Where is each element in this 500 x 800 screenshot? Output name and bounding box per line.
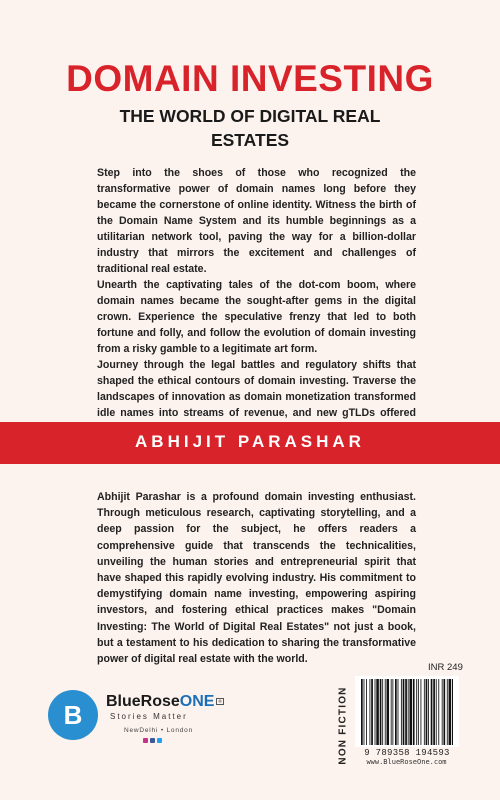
genre-text: NON FICTION (338, 685, 350, 765)
barcode-bar (371, 679, 373, 745)
twitter-icon (157, 738, 162, 743)
isbn-digits: 9 789358 194593 (364, 748, 450, 758)
publisher-brand (106, 693, 224, 711)
barcode-bar (387, 679, 390, 745)
barcode-bar (426, 679, 428, 745)
trademark-mark: ® (218, 699, 222, 705)
publisher-logo-block (48, 690, 288, 750)
barcode-bar (452, 679, 453, 745)
barcode-bar (401, 679, 402, 745)
barcode-bar (421, 679, 422, 745)
barcode-bar (438, 679, 439, 745)
bluerose-circle-icon (48, 690, 98, 740)
barcode-bar (391, 679, 392, 745)
barcode-bar (403, 679, 405, 745)
barcode-bar (447, 679, 448, 745)
barcode-bar (370, 679, 371, 745)
barcode-bar (409, 679, 412, 745)
barcode-bar (442, 679, 443, 745)
barcode-bar (376, 679, 379, 745)
barcode-bar (380, 679, 382, 745)
barcode-bar (364, 679, 365, 745)
instagram-icon (143, 738, 148, 743)
isbn-barcode (355, 676, 459, 747)
genre-label (337, 680, 350, 770)
publisher-website: www.BlueRoseOne.com (366, 758, 447, 766)
barcode-bar (385, 679, 386, 745)
barcode-bar (424, 679, 425, 745)
logo-letter: B (63, 699, 83, 730)
price-label: INR 249 (428, 662, 463, 673)
barcode-bar (431, 679, 433, 745)
author-bio-text: Abhijit Parashar is a profound domain investing enthusiast. Through meticulous research, captivating storytelling, and a deep passion for the subject, he offers readers a comprehensive guide that transcends the technicalities, unveiling the human stories and entrepreneurial spirit that have shaped this rapidly evolving industry. His commitment to demystifying domain name investing, empowering aspiring investors, and fostering ethical practices makes "Domain Investing: The World of Digital Real Estates" not just a book, but a testament to his dedication to sharing the transformative power of digital real estate with the world. (97, 491, 416, 666)
book-subtitle: THE WORLD OF DIGITAL REAL ESTATES (119, 106, 381, 150)
blurb-text (97, 165, 416, 437)
brand-name-one: ONE (179, 693, 215, 710)
social-icons (143, 738, 162, 743)
barcode-bar (443, 679, 445, 745)
barcode-bar (405, 679, 407, 745)
publisher-tagline: Stories Matter (110, 712, 188, 721)
blurb-paragraph: Unearth the captivating tales of the dot-com boom, where domain names became the sought-after gems in the digital crown. Experience the speculative frenzy that led to both fortune and folly, and follow the evolution of domain investing from a risky gamble to a legitimate art form. (97, 279, 416, 355)
barcode-bars (361, 679, 453, 745)
barcode-bar (416, 679, 417, 745)
barcode-bar (382, 679, 383, 745)
blurb-paragraph: Journey through the legal battles and regulatory shifts that shaped the ethical contours of domain investing. Traverse the landscapes of innovation as domain monetization transformed idle names into streams of revenue, and new gTLDs offered (97, 359, 416, 419)
barcode-bar (375, 679, 376, 745)
barcode-bar (398, 679, 399, 745)
blurb-paragraph: Step into the shoes of those who recognized the transformative power of domain names long before they became the cornerstone of online identity. Witness the birth of the Domain Name System and its humble beginnings as a utilitarian network tool, paving the way for a billion-dollar industry that mirrors the excitement and challenges of traditional real estate. (97, 167, 416, 275)
barcode-bar (418, 679, 419, 745)
barcode-bar (395, 679, 397, 745)
barcode-bar (361, 679, 363, 745)
barcode-bar (433, 679, 435, 745)
author-bio (97, 489, 416, 667)
barcode-bar (436, 679, 437, 745)
facebook-icon (150, 738, 155, 743)
barcode-bar (392, 679, 393, 745)
author-name: ABHIJIT PARASHAR (135, 432, 365, 451)
barcode-bar (413, 679, 415, 745)
barcode-bar (428, 679, 429, 745)
book-title: DOMAIN INVESTING (66, 58, 434, 99)
brand-name-bluerose: BlueRose (106, 693, 180, 710)
barcode-bar (366, 679, 367, 745)
publisher-locations: NewDelhi • London (124, 727, 193, 734)
barcode-bar (449, 679, 452, 745)
barcode-bar (408, 679, 409, 745)
